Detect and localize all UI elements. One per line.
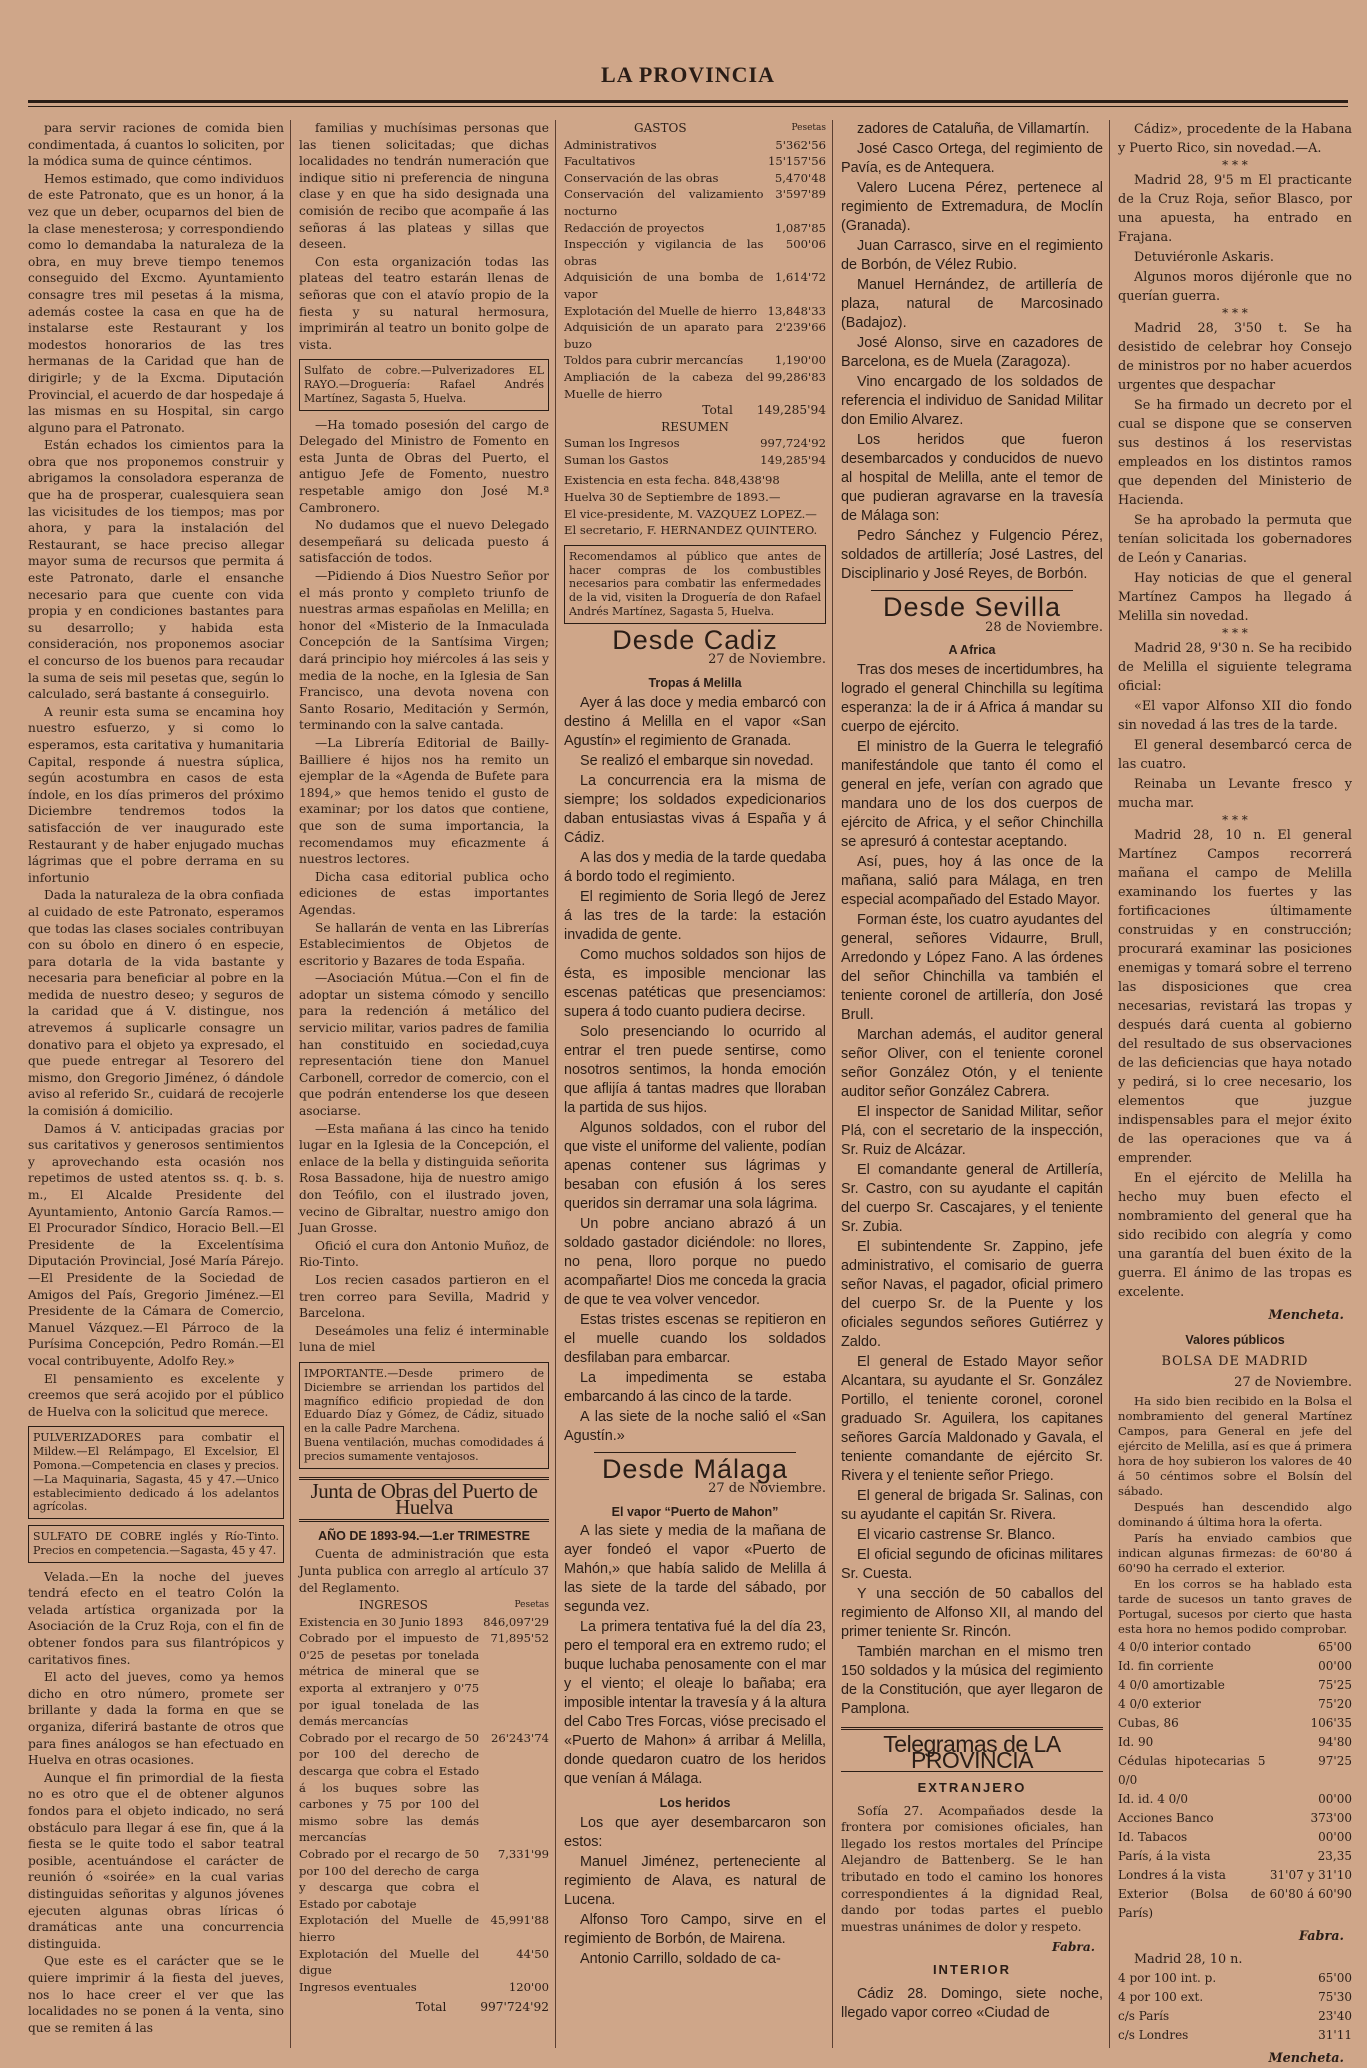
ingresos-row-value: 71,895'52 xyxy=(490,1631,549,1646)
telegramas-heading: Telegramas de LA PROVINCIA xyxy=(841,1727,1103,1772)
rate-row-label: c/s París xyxy=(1118,2009,1170,2023)
paragraph: A las siete de la noche salió el «San Agustín.» xyxy=(564,1408,826,1444)
rate-row xyxy=(1118,1847,1352,1866)
paragraph: —Ha tomado posesión del cargo de Delegado del Ministro de Fomento en esta Junta de Obras del Puerto, el antiguo Jefe de Fomento, nuestro respetable amigo don José M.ª Cambronero. xyxy=(299,417,549,515)
paragraph: Vino encargado de los soldados de referencia el individuo de Sanidad Militar don Emilio Alvarez. xyxy=(841,374,1103,428)
paragraph: Alfonso Toro Campo, sirve en el regimiento de Borbón, de Mairena. xyxy=(564,1911,826,1947)
gastos-row xyxy=(564,303,826,320)
paragraph: Que este es el carácter que se le quiere imprimir á la fiesta del jueves, nos lo hace creer el ver que las localidades no se ponen á la venta, sino que se remiten á las xyxy=(28,1954,284,2035)
resumen-row-label: Suman los Gastos xyxy=(564,452,669,467)
paragraph: Tras dos meses de incertidumbres, ha logrado el general Chinchilla su legítima esperanza: la de ir á Africa á mandar su cuerpo de ejército. xyxy=(841,661,1103,735)
paragraph: Los heridos que fueron desembarcados y conducidos de nuevo al hospital de Melilla, ante el temor de que pudieran agravarse en la travesía de Málaga son: xyxy=(841,432,1103,524)
rate-row-value: 97'25 xyxy=(1318,1754,1352,1768)
cadiz-paragraphs xyxy=(564,694,826,1446)
paragraph: Dicha casa editorial publica ocho ediciones de estas importantes Agendas. xyxy=(299,869,549,917)
gastos-row xyxy=(564,220,826,237)
paragraph: Los recien casados partieron en el tren correo para Sevilla, Madrid y Barcelona. xyxy=(299,1272,549,1321)
column-5-paragraphs xyxy=(1118,120,1352,158)
ingresos-row xyxy=(299,1912,549,1945)
gastos-row-value: 2'239'66 xyxy=(775,320,826,335)
column-1-paragraphs-2 xyxy=(28,1569,284,2037)
ingresos-row-label: Cobrado por el recargo de 50 por 100 del derecho de carga y descarga que cobra el Estado por cabotaje xyxy=(299,1847,480,1911)
gastos-row-label: Facultativos xyxy=(564,154,636,169)
paragraph: El subintendente Sr. Zappino, jefe administrativo, el comisario de guerra señor Navas, el pagador, oficial primero del cuerpo Sr. de la Puente y los oficiales segundos señores Gutiérrez y Zaldo. xyxy=(841,1238,1103,1350)
paragraph: Solo presenciando lo ocurrido al entrar el tren puede sentirse, como nosotros sentimos, la honda emoción que aflijía á tantas madres que lloraban la partida de sus hijos. xyxy=(564,1023,826,1116)
bolsa-date: 27 de Noviembre. xyxy=(1234,1375,1352,1390)
paragraph: Valero Lucena Pérez, pertenece al regimiento de Extremadura, de Moclín (Granada). xyxy=(841,180,1103,234)
paragraph: Aunque el fin primordial de la fiesta no es otro que el de obtener algunos fondos para el objeto indicado, no será obstáculo para llegar á ese fin, que á la fiesta se le quite todo el sabor teatral posible, acentuándose el carácter de reunión ó «soirée» en la cual varias distinguidas señoritas y algunos jóvenes ejecuten algunas obras líricas ó dramáticas ante una concurrencia distinguida. xyxy=(28,1770,284,1951)
extranjero-heading: EXTRANJERO xyxy=(917,1779,1027,1795)
paragraph: El comandante general de Artillería, Sr. Castro, con su ayudante el capitán del cuerpo Sr. Cascajares, y el teniente Sr. Zubia. xyxy=(841,1161,1103,1235)
rate-row-label: Cubas, 86 xyxy=(1118,1716,1179,1730)
rates-table xyxy=(1118,1638,1352,1923)
paragraph: El acto del jueves, como ya hemos dicho en otro número, promete ser brillante y dada la forma en que se organiza, diferirá bastante de otros que para fines análogos se han efectuado en Huelva en otras ocasiones. xyxy=(28,1670,284,1768)
paragraph: Hemos estimado, que como individuos de este Patronato, que es un honor, á la vez que un deber, ocuparnos del bien de la clase menesterosa; y correspondiendo como lo demandaba la naturaleza de la obra, en muy breve tiempo tenemos conseguido del Excmo. Ayuntamiento consagre tres mil pesetas á la misma, además costee la casa en que ha de instalarse este Restaurant y los modestos honorarios de las tres hermanas de la Caridad que han de dirigirle; y de la Excma. Diputación Provincial, el acuerdo de dar hospedaje á las mismas en su Hospital, sin cargo alguno para el Patronato. xyxy=(28,171,284,435)
paragraph: Se realizó el embarque sin novedad. xyxy=(580,752,814,769)
paragraph: Madrid 28, 9'5 m El practicante de la Cruz Roja, señor Blasco, por una apuesta, ha entrado en Frajana. xyxy=(1118,173,1352,245)
paragraph: Madrid 28, 3'50 t. Se ha desistido de celebrar hoy Consejo de ministros por no haber acuerdos urgentes que despachar xyxy=(1118,321,1352,393)
paragraph: —Asociación Mútua.—Con el fin de adoptar un sistema cómodo y sencillo para la redención á metálico del servicio militar, varios padres de familia han constituido en sociedad,cuya representación tiene don Manuel Carbonell, corredor de comercio, con el que podrán entenderse los que deseen asociarse. xyxy=(299,971,549,1119)
rate-row xyxy=(1118,1714,1352,1733)
resumen-signatures xyxy=(564,489,826,539)
paragraph: familias y muchísimas personas que las tienen solicitadas; que dichas localidades no tendrán numeración que indique sitio ni preferencia de ninguna clase y en que ha sido designada una comisión de recibo que acompañe á las señoras á las plateas y sillas que deseen. xyxy=(299,121,549,252)
malaga-heading: Desde Málaga xyxy=(601,1453,789,1484)
gastos-row xyxy=(564,269,826,302)
paragraph: A las siete y media de la mañana de ayer fondeó el vapor «Puerto de Mahón,» que había salido de Melilla á las siete de la tarde del sábado, por segunda vez. xyxy=(564,1523,826,1616)
ad-drogueria: Recomendamos al público que antes de hacer compras de los combustibles necesarios para combatir las enfermedades de la vid, visiten la Droguería de don Rafael Andrés Martínez, Sagasta 5, Huelva. xyxy=(564,545,826,624)
paragraph: «El vapor Alfonso XII dio fondo sin novedad á las tres de la tarde. xyxy=(1118,699,1352,733)
rate-row-value: 65'00 xyxy=(1318,1971,1352,1985)
paragraph: Estas tristes escenas se repitieron en el muelle cuando los soldados desfilaban para embarcar. xyxy=(564,1311,826,1366)
column-4-paragraphs xyxy=(841,120,1103,584)
ingresos-row-label: Cobrado por el recargo de 50 por 100 del derecho de descarga que cobra el Estado á los buques sobre las carbones y 75 por 100 del mismo sobre las demás mercancías xyxy=(299,1730,480,1845)
gastos-row xyxy=(564,319,826,352)
paragraph: Se hallarán de venta en las Librerías Establecimientos de Objetos de escritorio y Bazares de toda España. xyxy=(299,920,549,968)
paragraph: La concurrencia era la misma de siempre; los soldados expedicionarios daban entusiastas vivas á España y á Cádiz. xyxy=(564,772,826,846)
rate-row xyxy=(1118,1657,1352,1676)
column-2-paragraphs xyxy=(299,120,549,353)
ingresos-header xyxy=(299,1597,549,1614)
column-5 xyxy=(1118,120,1358,2066)
paragraph: para servir raciones de comida bien condimentada, á cuantos lo soliciten, por la módica suma de quince céntimos. xyxy=(28,121,284,169)
ingresos-row xyxy=(299,1630,549,1730)
rate-row xyxy=(1118,1733,1352,1752)
resumen-row xyxy=(564,452,826,469)
paragraph: No dudamos que el nuevo Delegado desempeñará su delicada puesto á satisfacción de todos. xyxy=(299,518,549,566)
gastos-row xyxy=(564,352,826,369)
ingresos-row-label: Existencia en 30 Junio 1893 xyxy=(299,1614,464,1629)
rate-row xyxy=(1118,2026,1352,2045)
paragraph: Ha sido bien recibido en la Bolsa el nombramiento del general Martínez Campos, para General en jefe del ejército de Melilla, así es que á primera hora de hoy subieron los valores de 40 á 50 céntimos sobre el Bolsín del sábado. xyxy=(1118,1394,1352,1498)
gastos-row xyxy=(564,236,826,269)
gastos-total-label: Total xyxy=(702,403,733,418)
rate-row-label: 4 0/0 interior contado xyxy=(1118,1640,1251,1654)
paragraph: —Pidiendo á Dios Nuestro Señor por el más pronto y completo triunfo de nuestras armas españolas en Melilla; en honor del «Misterio de la Inmaculada Concepción de la Santísima Virgen; dará principio hoy miércoles á las seis y media de la noche, en la Iglesia de San Francisco, una devota novena con Santo Rosario, Meditación y Sermón, terminando con la salve cantada. xyxy=(299,569,549,733)
cadiz-heading: Desde Cadiz xyxy=(612,624,778,655)
ad-sulfato-rayo: Sulfato de cobre.—Pulverizadores EL RAYO.—Droguería: Rafael Andrés Martínez, Sagasta 5, Huelva. xyxy=(299,359,549,410)
sevilla-paragraphs xyxy=(841,661,1103,1719)
ingresos-row xyxy=(299,1979,549,1996)
rate-row xyxy=(1118,1790,1352,1809)
rate-row-value: 31'07 y 31'10 xyxy=(1269,1868,1352,1882)
sevilla-date: 28 de Noviembre. xyxy=(985,619,1103,635)
paragraph: Manuel Hernández, de artillería de plaza, natural de Marcosinado (Badajoz). xyxy=(841,277,1103,331)
gastos-row-label: Ampliación de la cabeza del Muelle de hierro xyxy=(564,369,764,401)
paragraph: A reunir esta suma se encamina hoy nuestro esfuerzo, y si como lo esperamos, esta caritativa y humanitaria Capital, responde á nuestra súplica, según acostumbra en casos de esta índole, en los días primeros del próximo Diciembre tendremos todos la satisfacción de ver inaugurado este Restaurant y de haber enjugado muchas lágrimas que el pobre derrama en su infortunio xyxy=(28,704,284,885)
gastos-unit: Pesetas xyxy=(791,123,826,133)
paragraph: El vicario castrense Sr. Blanco. xyxy=(857,1526,1056,1543)
gastos-total xyxy=(564,402,826,419)
paragraph: El general de brigada Sr. Salinas, con su ayudante el capitán Sr. Rivera. xyxy=(841,1487,1103,1523)
malaga-paragraphs-2 xyxy=(564,1814,826,1969)
paragraph: Marchan además, el auditor general señor Oliver, con el teniente coronel señor González Otón, y el teniente auditor señor González Cabrera. xyxy=(841,1026,1103,1100)
paragraph: Pedro Sánchez y Fulgencio Pérez, soldados de artillería; José Lastres, del Disciplinario y José Reyes, de Borbón. xyxy=(841,528,1103,582)
rate-row-value: 65'00 xyxy=(1318,1640,1352,1654)
gastos-row-label: Adquisición de un aparato para buzo xyxy=(564,320,764,351)
gastos-row-value: 1,190'00 xyxy=(774,353,826,368)
rate-row xyxy=(1118,1866,1352,1885)
rate-row-value: 23'40 xyxy=(1318,2009,1352,2023)
paragraph: La impedimenta se estaba embarcando á las cinco de la tarde. xyxy=(564,1369,826,1405)
rate-row-value: 00'00 xyxy=(1318,1659,1352,1673)
paragraph: Están echados los cimientos para la obra que nos proponemos construir y abrigamos la consoladora esperanza de que ha de prosperar, cualesquiera sean las vicisitudes de los tiempos; mas por ahora, y para la instalación del Restaurant, se hace preciso allegar mayor suma de recursos que permita á este Patronato, darle el ensanche necesario para que cuente con vida propia y en condiciones bastantes para su desarrollo; y habida esta consideración, nos proponemos asociar el concurso de los buenos para recaudar la suma de seis mil pesetas que, según lo calculado, será bastante á conseguirlo. xyxy=(28,438,284,702)
interior-text: Cádiz 28. Domingo, siete noche, llegado vapor correo «Ciudad de xyxy=(841,1985,1103,2021)
rate-row-label: 4 0/0 amortizable xyxy=(1118,1678,1225,1692)
rate-row xyxy=(1118,1969,1352,1988)
paragraph: Hay noticias de que el general Martínez Campos ha llegado á Melilla sin novedad. xyxy=(1118,571,1352,624)
gastos-row-label: Conservación de las obras xyxy=(564,170,719,185)
fabra-signature-2: Fabra. xyxy=(1298,1929,1344,1944)
rate-row-label: Londres á la vista xyxy=(1118,1868,1226,1882)
junta-title: Junta de Obras del Puerto de Huelva xyxy=(299,1477,549,1522)
gastos-row-value: 3'597'89 xyxy=(775,187,826,202)
paragraph: Como muchos soldados son hijos de ésta, es imposible mencionar las escenas patéticas que presenciamos: supera á todo cuanto pudiera decirse. xyxy=(564,946,826,1020)
rate-row-label: Id. id. 4 0/0 xyxy=(1118,1792,1188,1806)
rate-row xyxy=(1118,1752,1352,1790)
ingresos-row-value: 846,097'29 xyxy=(483,1614,549,1629)
rate-row-label: Id. 90 xyxy=(1118,1735,1154,1749)
paragraph: Damos á V. anticipadas gracias por sus caritativos y generosos sentimientos y aprovechando esta ocasión nos repetimos de usted atentos ss. q. b. s. m., El Alcalde Presidente del Ayuntamiento, Antonio García Ramos.—El Procurador Síndico, Horacio Bell.—El Presidente de la Excelentísima Diputación Provincial, José María Párejo.—El Presidente de la Sociedad de Amigos del País, Gregorio Jiménez.—El Presidente de la Cámara de Comercio, Manuel Vázquez.—El Párroco de la Purísima Concepción, Pedro Román.—El vocal contribuyente, Adolfo Rey.» xyxy=(28,1121,284,1368)
rate-row-value: 75'25 xyxy=(1318,1678,1352,1692)
signature-line: El secretario, F. HERNANDEZ QUINTERO. xyxy=(564,523,818,538)
rate-row xyxy=(1118,1828,1352,1847)
newspaper-page xyxy=(28,0,1352,2066)
rate-row-value: 373'00 xyxy=(1310,1811,1352,1825)
rate-row-value: 23,35 xyxy=(1317,1849,1352,1863)
masthead xyxy=(28,0,1348,92)
resumen-table xyxy=(564,435,826,468)
paragraph: Dada la naturaleza de la obra confiada al cuidado de este Patronato, esperamos que todas las clases sociales contribuyan con su óbolo en dinero ó en especie, para dotarla de la vida bastante y necesaria para beneficiar al pobre en la medida de nuestro deseo; y seguros de la caridad que á V. distingue, nos atrevemos á suplicarle consagre un donativo para el objeto ya expresado, el que puede entregar al Tesorero del mismo, don Gregorio Jiménez, ó dándole aviso al referido Sr., cuidará de recojerle la comisión á domicilio. xyxy=(28,888,284,1119)
paragraph: Algunos moros dijéronle que no querían guerra. xyxy=(1118,270,1352,304)
mencheta-signature-2: Mencheta. xyxy=(1268,2051,1344,2066)
ingresos-row xyxy=(299,1846,549,1912)
resumen-row-value: 997,724'92 xyxy=(760,436,826,451)
rate-row-value: 60'80 á 60'90 xyxy=(1269,1887,1352,1901)
gastos-row-value: 15'157'56 xyxy=(767,154,826,169)
rate-row xyxy=(1118,1988,1352,2007)
column-3 xyxy=(564,120,833,2048)
signature-line: Huelva 30 de Septiembre de 1893.— xyxy=(564,490,781,505)
paragraph: El regimiento de Soria llegó de Jerez á las tres de la tarde: la estación invadida de gente. xyxy=(564,888,826,943)
ingresos-total-value: 997'724'92 xyxy=(480,2000,549,2015)
gastos-row xyxy=(564,170,826,187)
gastos-header xyxy=(564,120,826,137)
ingresos-row-label: Explotación del Muelle del digue xyxy=(299,1946,480,1978)
rate-row-label: 4 por 100 int. p. xyxy=(1118,1971,1217,1985)
paragraph: Antonio Carrillo, soldado de ca- xyxy=(580,1950,781,1967)
gastos-row-label: Redacción de proyectos xyxy=(564,220,705,235)
final-dispatch-head: Madrid 28, 10 n. xyxy=(1134,1952,1243,1967)
cadiz-date: 27 de Noviembre. xyxy=(708,652,826,668)
paragraph: Algunos soldados, con el rubor del que viste el uniforme del valiente, podían apenas contener sus lágrimas y besaban con efusión á los seres queridos sin derramar una sola lágrima. xyxy=(564,1119,826,1212)
columns xyxy=(28,120,1352,2066)
gastos-row-value: 5'362'56 xyxy=(775,137,826,152)
masthead-rule-thin xyxy=(28,106,1348,107)
mencheta-signature: Mencheta. xyxy=(1268,1308,1344,1323)
interior-heading: INTERIOR xyxy=(932,1961,1012,1977)
rate-row-value: 106'35 xyxy=(1310,1716,1352,1730)
gastos-title: GASTOS xyxy=(634,121,687,135)
paragraph: Así, pues, hoy á las once de la mañana, salió para Málaga, en tren especial acompañado del Estado Mayor. xyxy=(841,853,1103,908)
extranjero-text: Sofía 27. Acompañados desde la frontera por comisiones oficiales, han llegado los restos mortales del Príncipe Alejandro de Battenberg. Se le han tributado en todo el camino los honores correspondientes á la dignidad Real, dando por todas partes el pueblo muestras unánimes de dolor y respeto. xyxy=(841,1803,1103,1934)
rate-row-label: 4 0/0 exterior xyxy=(1118,1697,1201,1711)
ingresos-total xyxy=(299,1999,549,2016)
ingresos-row-value: 44'50 xyxy=(516,1946,549,1961)
junta-intro: Cuenta de administración que esta Junta publica con arreglo al artículo 37 del Reglamento. xyxy=(299,1547,549,1595)
column-2 xyxy=(299,120,556,2048)
paragraph: Reinaba un Levante fresco y mucha mar. xyxy=(1118,777,1352,811)
resumen-row xyxy=(564,435,826,452)
rate-row-value: 75'30 xyxy=(1318,1990,1352,2004)
paragraph: El inspector de Sanidad Militar, señor Plá, con el secretario de la inspección, Sr. Ruiz de Alcázar. xyxy=(841,1103,1103,1158)
ingresos-total-label: Total xyxy=(415,2000,447,2015)
paragraph: El ministro de la Guerra le telegrafió manifestándole que tanto él como el general en jefe, verían con agrado que mandara uno de los dos cuerpos de ejército de Africa, y el señor Chinchilla se apresuró á contestar aceptando. xyxy=(841,738,1103,850)
malaga-subheading-2: Los heridos xyxy=(659,1796,731,1811)
rate-row-value: 00'00 xyxy=(1318,1830,1352,1844)
resumen-title: RESUMEN xyxy=(661,419,729,434)
paragraph: José Alonso, sirve en cazadores de Barcelona, es de Muela (Zaragoza). xyxy=(841,335,1103,370)
asterism: * * * xyxy=(1222,158,1248,172)
rate-row-value: 75'20 xyxy=(1318,1697,1352,1711)
gastos-row-value: 13,848'33 xyxy=(767,303,826,318)
paragraph: El general de Estado Mayor señor Alcantara, su ayudante el Sr. González Portillo, el teniente coronel, coronel graduado Sr. Aguilera, los capitanes señores García Maldonado y Gavala, el teniente comandante de ejército Sr. Rivera y el teniente señor Priego. xyxy=(841,1353,1103,1484)
paragraph: José Casco Ortega, del regimiento de Pavía, es de Antequera. xyxy=(841,141,1103,176)
paragraph: Se ha firmado un decreto por el cual se dispone que se conserven sus destinos á los reservistas empleados en los distintos ramos que dependen del Ministerio de Hacienda. xyxy=(1118,398,1352,508)
masthead-rule xyxy=(28,100,1348,103)
paragraph: Y una sección de 50 caballos del regimiento de Alfonso XII, al mando del primer teniente Sr. Rincón. xyxy=(841,1585,1103,1640)
gastos-row xyxy=(564,153,826,170)
bolsa-heading: BOLSA DE MADRID xyxy=(1161,1354,1309,1369)
resumen-existencia: Existencia en esta fecha. 848,438'98 xyxy=(564,473,780,488)
paragraph: Cádiz», procedente de la Habana y Puerto Rico, sin novedad.—A. xyxy=(1118,122,1352,156)
ingresos-row xyxy=(299,1614,549,1631)
divider xyxy=(594,1452,796,1453)
rate-row-label: París, á la vista xyxy=(1118,1849,1211,1863)
paragraph: El oficial segundo de oficinas militares Sr. Cuesta. xyxy=(841,1546,1103,1582)
paragraph: Se ha aprobado la permuta que tenían solicitada los gobernadores de León y Canarias. xyxy=(1118,513,1352,566)
paragraph: Los que ayer desembarcaron son estos: xyxy=(564,1814,826,1850)
ad-importante-text-2: Buena ventilación, muchas comodidades á precios sumamente ventajosos. xyxy=(304,1435,544,1463)
gastos-row-label: Administrativos xyxy=(564,137,657,152)
paragraph: Después han descendido algo dominando á última hora la oferta. xyxy=(1118,1500,1352,1529)
resumen-row-value: 149,285'94 xyxy=(760,452,826,467)
paragraph: En el ejército de Melilla ha hecho muy buen efecto el nombramiento del general que ha sido recibido con alegría y como una garantía del buen éxito de la guerra. El ánimo de las tropas es excelente. xyxy=(1118,1171,1352,1300)
paragraph: Ofició el cura don Antonio Muñoz, de Rio-Tinto. xyxy=(299,1238,549,1270)
divider xyxy=(871,590,1073,591)
ad-importante xyxy=(299,1362,549,1469)
rate-row-value: 94'80 xyxy=(1318,1735,1352,1749)
malaga-subheading: El vapor “Puerto de Mahon” xyxy=(611,1504,779,1519)
gastos-row-label: Adquisición de una bomba de vapor xyxy=(564,270,764,301)
paragraph: Un pobre anciano abrazó á un soldado gastador diciéndole: no llores, no pena, lloro porque no puedo acompañarte! Dios me conceda la gracia de que te vea volver vencedor. xyxy=(564,1215,826,1308)
gastos-row-label: Toldos para cubrir mercancías xyxy=(564,353,744,368)
ad-sulfato: SULFATO DE COBRE inglés y Río-Tinto. Precios en competencia.—Sagasta, 45 y 47. xyxy=(28,1525,284,1563)
signature-line: El vice-presidente, M. VAZQUEZ LOPEZ.— xyxy=(564,506,817,521)
junta-subtitle: AÑO DE 1893-94.—1.er TRIMESTRE xyxy=(318,1528,530,1543)
rate-row-label: Cédulas hipotecarias 5 0/0 xyxy=(1118,1754,1266,1787)
asterism: * * * xyxy=(1222,813,1248,827)
ingresos-row-label: Ingresos eventuales xyxy=(299,1979,417,1994)
rate-row xyxy=(1118,2007,1352,2026)
rate-row xyxy=(1118,1638,1352,1657)
gastos-row-value: 5,470'48 xyxy=(774,170,826,185)
gastos-row xyxy=(564,137,826,154)
ingresos-row-value: 120'00 xyxy=(508,1979,549,1994)
paragraph: Madrid 28, 9'30 n. Se ha recibido de Melilla el siguiente telegrama oficial: xyxy=(1118,641,1352,694)
ingresos-row-label: Explotación del Muelle de hierro xyxy=(299,1913,480,1944)
ingresos-title: INGRESOS xyxy=(359,1598,428,1613)
cadiz-subheading: Tropas á Melilla xyxy=(648,676,742,691)
rate-row xyxy=(1118,1676,1352,1695)
rate-row xyxy=(1118,1695,1352,1714)
paragraph: Detuviéronle Askaris. xyxy=(1134,250,1274,265)
column-2-paragraphs-2 xyxy=(299,417,549,1356)
paragraph: La primera tentativa fué la del día 23, pero el temporal era en extremo rudo; el buque luchaba penosamente con el mar y el viento; el oleaje lo bañaba; era imposible intentar la travesía y á la altura del Cabo Tres Forcas, vióse precisado el «Puerto de Mahon» á arribar á Melilla, donde quedaron cuatro de los heridos que venían á Málaga. xyxy=(564,1619,826,1788)
ad-importante-text: IMPORTANTE.—Desde primero de Diciembre se arriendan los partidos del magnífico edificio propiedad de don Eduardo Díaz y Gómez, de Cádiz, situado en la calle Padre Marchena. xyxy=(304,1366,544,1436)
gastos-row-value: 99,286'83 xyxy=(767,369,826,384)
malaga-paragraphs xyxy=(564,1522,826,1789)
ingresos-row-value: 26'243'74 xyxy=(490,1730,549,1745)
malaga-date: 27 de Noviembre. xyxy=(708,1481,826,1497)
final-rates-table xyxy=(1118,1969,1352,2045)
ingresos-unit: Pesetas xyxy=(514,1600,549,1611)
page-title: LA PROVINCIA xyxy=(601,62,775,87)
rate-row-label: Acciones Banco xyxy=(1118,1811,1214,1825)
gastos-row xyxy=(564,369,826,402)
gastos-row-value: 500'06 xyxy=(785,237,826,252)
gastos-row-label: Inspección y vigilancia de las obras xyxy=(564,237,764,268)
rate-row xyxy=(1118,1885,1352,1923)
paragraph: Deseámoles una feliz é interminable luna de miel xyxy=(299,1323,549,1355)
rate-row-label: Id. fin corriente xyxy=(1118,1659,1214,1673)
gastos-table xyxy=(564,137,826,403)
gastos-row-value: 1,087'85 xyxy=(774,220,826,235)
column-5-dispatches xyxy=(1118,159,1352,1302)
fabra-signature: Fabra. xyxy=(1052,1940,1095,1955)
paragraph: Forman éste, los cuatro ayudantes del general, señores Vidaurre, Brull, Arredondo y López Fano. A las órdenes del señor Chinchilla va también el teniente coronel de artillería, don José Brull. xyxy=(841,911,1103,1023)
valores-paragraphs xyxy=(1118,1394,1352,1637)
paragraph: El pensamiento es excelente y creemos que será acojido por el público de Huelva con la solicitud que merece. xyxy=(28,1371,284,1419)
ingresos-row-label: Cobrado por el impuesto de 0'25 de pesetas por tonelada métrica de mineral que se exporta al extranjero y 0'75 por igual tonelada de las demás mercancías xyxy=(299,1631,480,1729)
asterism: * * * xyxy=(1222,626,1248,640)
ingresos-row xyxy=(299,1730,549,1846)
paragraph: Manuel Jiménez, perteneciente al regimiento de Alava, es natural de Lucena. xyxy=(564,1853,826,1908)
paragraph: Juan Carrasco, sirve en el regimiento de Borbón, de Vélez Rubio. xyxy=(841,238,1103,273)
ingresos-row-value: 45,991'88 xyxy=(490,1913,549,1928)
paragraph: Con esta organización todas las plateas del teatro estarán llenas de señoras que con el atavío propio de la fiesta y su natural hermosura, imprimirán al teatro un bonito golpe de vista. xyxy=(299,254,549,352)
resumen-row-label: Suman los Ingresos xyxy=(564,436,680,451)
paragraph: A las dos y media de la tarde quedaba á bordo todo el regimiento. xyxy=(564,849,826,885)
ingresos-row xyxy=(299,1946,549,1979)
ad-pulverizadores: PULVERIZADORES para combatir el Mildew.—El Relámpago, El Excelsior, El Pomona.—Competencia en clases y precios.—La Maquinaria, Sagasta, 45 y 47.—Unico establecimiento dedicado á los adelantos agrícolas. xyxy=(28,1426,284,1519)
valores-heading: Valores públicos xyxy=(1185,1333,1285,1347)
paragraph: El general desembarcó cerca de las cuatro. xyxy=(1118,738,1352,772)
paragraph: —Esta mañana á las cinco ha tenido lugar en la Iglesia de la Concepción, el enlace de la bella y distinguida señorita Rosa Bassadone, hija de nuestro amigo don Teófilo, con el ilustrado joven, vecino de Gibraltar, nuestro amigo don Juan Grosse. xyxy=(299,1121,549,1236)
paragraph: zadores de Cataluña, de Villamartín. xyxy=(857,121,1090,137)
column-1-paragraphs xyxy=(28,120,284,1420)
rate-row-label: 4 por 100 ext. xyxy=(1118,1990,1204,2004)
gastos-row-value: 1,614'72 xyxy=(774,270,826,285)
paragraph: En los corros se ha hablado esta tarde de sucesos un tanto graves de Portugal, sucesos por cierto que hasta esta hora no hemos podido comprobar. xyxy=(1118,1577,1352,1636)
rate-row-label: c/s Londres xyxy=(1118,2028,1189,2042)
rate-row-label: Exterior (Bolsa de París) xyxy=(1118,1887,1266,1920)
gastos-row-label: Conservación del valizamiento nocturno xyxy=(564,187,764,218)
rate-row-value: 00'00 xyxy=(1318,1792,1352,1806)
paragraph: Ayer á las doce y media embarcó con destino á Melilla en el vapor «San Agustín» el regimiento de Granada. xyxy=(564,694,826,749)
rate-row-value: 31'11 xyxy=(1318,2028,1352,2042)
rate-row-label: Id. Tabacos xyxy=(1118,1830,1188,1844)
column-4 xyxy=(841,120,1110,2048)
paragraph: Velada.—En la noche del jueves tendrá efecto en el teatro Colón la velada artística organizada por la Asociación de la Cruz Roja, con el fin de obtener fondos para sus filantrópicos y caritativos fines. xyxy=(28,1569,284,1667)
asterism: * * * xyxy=(1222,306,1248,320)
ingresos-row-value: 7,331'99 xyxy=(497,1847,549,1861)
paragraph: Madrid 28, 10 n. El general Martínez Campos recorrerá mañana el campo de Melilla examinando los fuertes y las fortificaciones últimamente construidas y en construcción; procurará examinar las posiciones enemigas y tomará sobre el terreno las disposiciones que crea necesarias, revistará las tropas y después dará cuenta al gobierno del resultado de sus observaciones de las deficiencias que haya notado y pedirá, si lo cree necesario, los elementos que juzgue indispensables para el mejor éxito de las operaciones que va á emprender. xyxy=(1118,828,1352,1166)
paragraph: También marchan en el mismo tren 150 soldados y la música del regimiento de la Constitución, que ayer llegaron de Pamplona. xyxy=(841,1643,1103,1717)
ingresos-table xyxy=(299,1614,549,1996)
rate-row xyxy=(1118,1809,1352,1828)
sevilla-heading: Desde Sevilla xyxy=(882,592,1062,622)
gastos-total-value: 149,285'94 xyxy=(756,403,826,418)
sevilla-subheading: A Africa xyxy=(948,643,996,658)
column-1 xyxy=(28,120,291,2048)
gastos-row-label: Explotación del Muelle de hierro xyxy=(564,303,757,318)
paragraph: París ha enviado cambios que indican algunas firmezas: de 60'80 á 60'90 ha cerrado el exterior. xyxy=(1118,1531,1352,1575)
gastos-row xyxy=(564,186,826,219)
paragraph: —La Librería Editorial de Bailly-Bailliere é hijos nos ha remito un ejemplar de la «Agenda de Bufete para 1894,» que hemos tenido el gusto de examinar; por los datos que contiene, que son de suma importancia, la recomendamos muy eficazmente á nuestros lectores. xyxy=(299,735,549,867)
